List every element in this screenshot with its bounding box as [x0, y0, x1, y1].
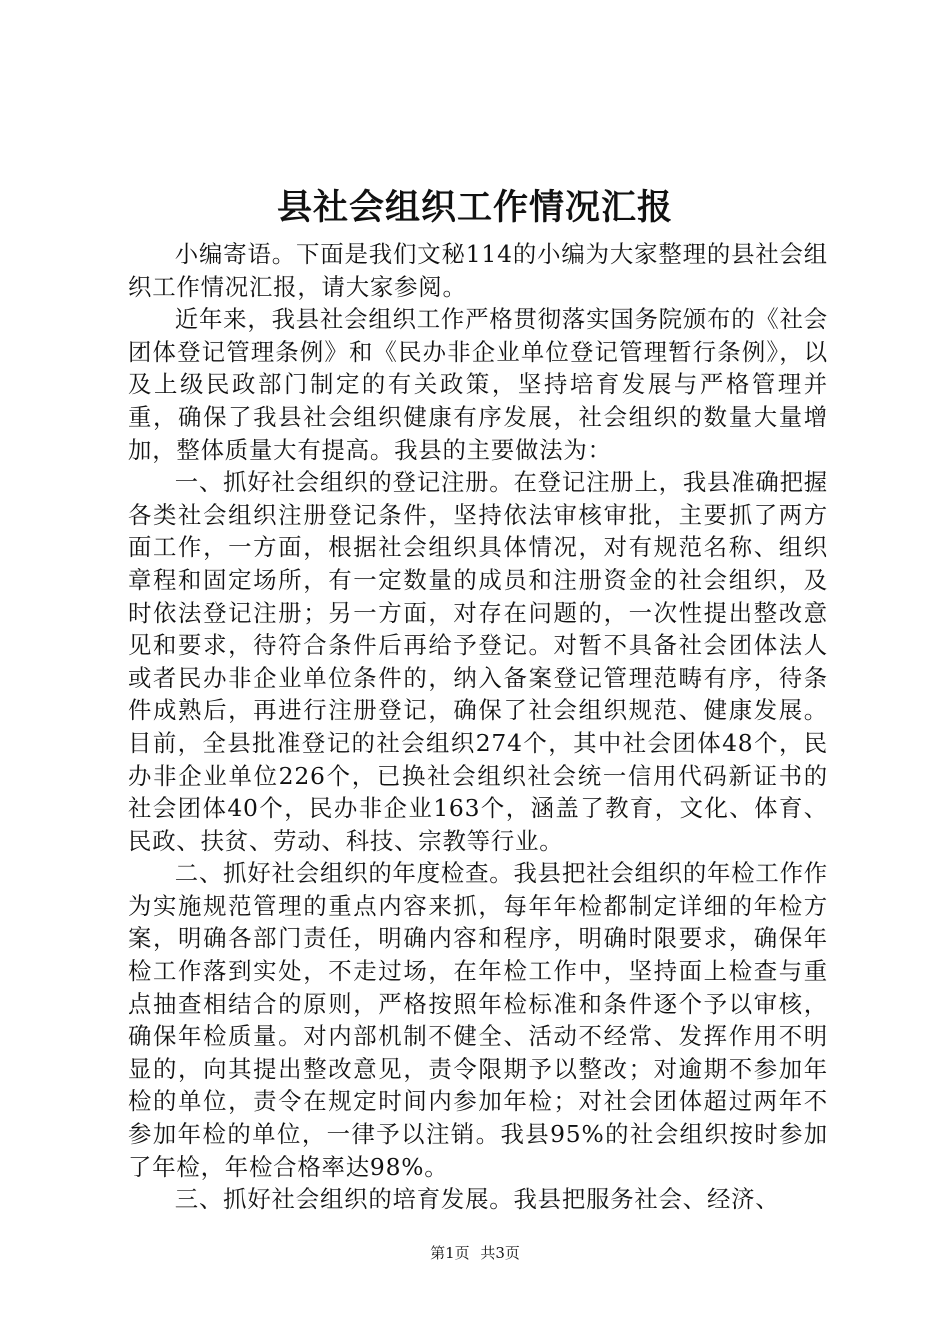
paragraph-cultivation: 三、抓好社会组织的培育发展。我县把服务社会、经济、 [174, 1185, 780, 1214]
paragraph-annual-inspection: 二、抓好社会组织的年度检查。我县把社会组织的年检工作作为实施规范管理的重点内容来抓，每年年检都制定详细的年检方案，明确各部门责任，明确内容和程序，明确时限要求，确保年检工作落到实处，不走过场，在年检工作中，坚持面上检查与重点抽查相结合的原则，严格按照年检标准和条件逐个予以审核，确保年检质量。对内部机制不健全、活动不经常、发挥作用不明显的，向其提出整改意见，责令限期予以整改；对逾期不参加年检的单位，责令在规定时间内参加年检；对社会团体超过两年不参加年检的单位，一律予以注销。我县95%的社会组织按时参加了年检，年检合格率达98%。 [128, 859, 828, 1181]
page-total: 共3页 [480, 1244, 520, 1262]
document-title: 县社会组织工作情况汇报 [276, 187, 673, 228]
paragraph-registration: 一、抓好社会组织的登记注册。在登记注册上，我县准确把握各类社会组织注册登记条件，坚持依法审核审批，主要抓了两方面工作，一方面，根据社会组织具体情况，对有规范名称、组织章程和固定场所，有一定数量的成员和注册资金的社会组织，及时依法登记注册；另一方面，对存在问题的，一次性提出整改意见和要求，待符合条件后再给予登记。对暂不具备社会团体法人或者民办非企业单位条件的，纳入备案登记管理范畴有序，待条件成熟后，再进行注册登记，确保了社会组织规范、健康发展。目前，全县批准登记的社会组织274个，其中社会团体48个，民办非企业单位226个，已换社会组织社会统一信用代码新证书的社会团体40个，民办非企业163个，涵盖了教育，文化、体育、民政、扶贫、劳动、科技、宗教等行业。 [128, 468, 828, 855]
paragraph-overview: 近年来，我县社会组织工作严格贯彻落实国务院颁布的《社会团体登记管理条例》和《民办非企业单位登记管理暂行条例》，以及上级民政部门制定的有关政策，坚持培育发展与严格管理并重，确保了我县社会组织健康有序发展，社会组织的数量大量增加，整体质量大有提高。我县的主要做法为： [128, 305, 828, 464]
document-body [128, 238, 828, 1216]
page-number: 第1页 [430, 1244, 470, 1262]
paragraph-intro: 小编寄语。下面是我们文秘114的小编为大家整理的县社会组织工作情况汇报，请大家参阅。 [128, 240, 828, 301]
page-footer [0, 1242, 950, 1264]
